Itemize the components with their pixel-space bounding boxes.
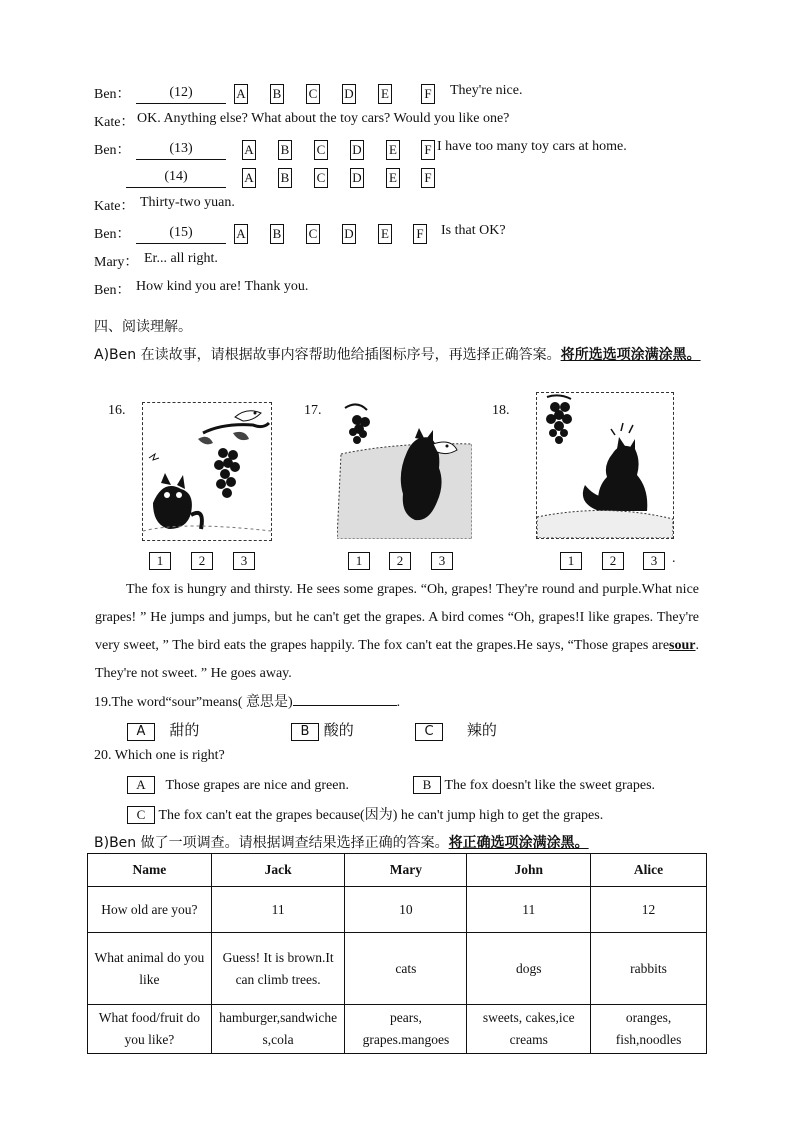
answer-blank-12[interactable]: (12)	[136, 83, 226, 104]
table-cell: sweets, cakes,ice creams	[467, 1005, 591, 1054]
survey-table	[87, 853, 707, 1054]
option-text: The fox can't eat the grapes because(因为) he can't jump high to get the grapes.	[158, 808, 604, 823]
speaker-kate: Kate：	[94, 199, 135, 214]
pic-number-17: 17.	[304, 403, 322, 418]
q20-option-c[interactable]	[127, 804, 603, 824]
part-b-intro-text: B)Ben 做了一项调查。请根据调查结果选择正确的答案。	[94, 835, 449, 851]
option-b[interactable]: B	[278, 140, 292, 160]
order-choice-1[interactable]: 1	[149, 552, 171, 570]
option-d[interactable]: D	[350, 168, 364, 188]
answer-blank-13[interactable]: (13)	[136, 139, 226, 160]
part-a-intro-text: A)Ben 在读故事，请根据故事内容帮助他给插图标序号，再选择正确答案。	[94, 347, 561, 363]
table-cell: 11	[211, 887, 345, 933]
part-a-intro	[94, 344, 701, 364]
period: .	[396, 695, 401, 710]
option-f[interactable]: F	[421, 168, 435, 188]
speaker-mary: Mary：	[94, 255, 139, 270]
table-row	[88, 887, 707, 933]
table-row	[88, 1005, 707, 1054]
table-cell: 12	[591, 887, 707, 933]
pic-number-16: 16.	[108, 403, 126, 418]
question-20: 20. Which one is right?	[94, 748, 225, 763]
dialogue-text: How kind you are! Thank you.	[136, 279, 309, 294]
order-choice-2[interactable]: 2	[191, 552, 213, 570]
table-cell: How old are you?	[88, 887, 212, 933]
table-header: Mary	[345, 854, 467, 887]
option-letter-c[interactable]: C	[127, 806, 155, 824]
option-letter-a[interactable]: A	[127, 776, 155, 794]
order-choice-1[interactable]: 1	[560, 552, 582, 570]
answer-blank-19[interactable]	[293, 691, 397, 706]
q19-option-c[interactable]	[415, 719, 497, 741]
option-e[interactable]: E	[386, 168, 400, 188]
table-header: Name	[88, 854, 212, 887]
table-row	[88, 933, 707, 1005]
story-paragraph	[95, 576, 699, 688]
section-title: 四、阅读理解。	[94, 319, 192, 335]
speaker-ben: Ben：	[94, 283, 131, 298]
option-d[interactable]: D	[350, 140, 364, 160]
order-choice-3[interactable]: 3	[233, 552, 255, 570]
option-c[interactable]: C	[314, 140, 328, 160]
order-choice-1[interactable]: 1	[348, 552, 370, 570]
option-c[interactable]: C	[314, 168, 328, 188]
option-d[interactable]: D	[342, 224, 356, 244]
period: .	[672, 551, 676, 566]
fox-story-illustration-1	[142, 402, 272, 541]
option-b[interactable]: B	[270, 84, 284, 104]
option-letter-a[interactable]: A	[127, 723, 155, 741]
option-c[interactable]: C	[306, 224, 320, 244]
table-cell: 11	[467, 887, 591, 933]
dialogue-text: Er... all right.	[144, 251, 218, 266]
question-19	[94, 691, 400, 711]
option-a[interactable]: A	[234, 224, 248, 244]
order-choice-2[interactable]: 2	[602, 552, 624, 570]
part-b-instruction: 将正确选项涂满涂黑。	[448, 835, 589, 851]
option-e[interactable]: E	[378, 84, 392, 104]
order-choice-3[interactable]: 3	[643, 552, 665, 570]
story-text-end: . They're not sweet. ” He goes away.	[95, 638, 699, 681]
answer-blank-14[interactable]: (14)	[126, 167, 226, 188]
table-cell: pears, grapes.mangoes	[345, 1005, 467, 1054]
order-choice-3[interactable]: 3	[431, 552, 453, 570]
option-b[interactable]: B	[270, 224, 284, 244]
part-b-intro	[94, 832, 589, 852]
option-letter-b[interactable]: B	[291, 723, 319, 741]
fox-story-illustration-2	[337, 398, 472, 539]
q19-option-b[interactable]	[291, 719, 354, 741]
option-text: 酸的	[323, 721, 354, 739]
table-cell: cats	[345, 933, 467, 1005]
fox-story-illustration-3	[536, 392, 674, 539]
speaker-ben: Ben：	[94, 87, 131, 102]
q19-option-a[interactable]	[127, 719, 199, 741]
table-cell: hamburger,sandwiches,cola	[211, 1005, 345, 1054]
option-e[interactable]: E	[378, 224, 392, 244]
option-c[interactable]: C	[306, 84, 320, 104]
option-text: 辣的	[466, 721, 497, 739]
table-cell: 10	[345, 887, 467, 933]
order-choice-2[interactable]: 2	[389, 552, 411, 570]
dialogue-text: Is that OK?	[441, 223, 506, 238]
table-cell: rabbits	[591, 933, 707, 1005]
dialogue-text: I have too many toy cars at home.	[437, 139, 627, 154]
word-sour: sour	[669, 638, 696, 653]
table-cell: What food/fruit do you like?	[88, 1005, 212, 1054]
option-a[interactable]: A	[242, 168, 256, 188]
story-text: The fox is hungry and thirsty. He sees some grapes. “Oh, grapes! They're round and purple.What nice grapes! ” He jumps and jumps, but he can't get the grapes. A bird comes “Oh, grapes!I like grapes. They're very sweet, ” The bird eats the grapes happily. The fox can't eat the grapes.He says, “Those grapes are	[95, 582, 699, 653]
table-header: John	[467, 854, 591, 887]
table-cell: What animal do you like	[88, 933, 212, 1005]
speaker-ben: Ben：	[94, 227, 131, 242]
option-a[interactable]: A	[242, 140, 256, 160]
dialogue-text: Thirty-two yuan.	[140, 195, 235, 210]
dialogue-text: OK. Anything else? What about the toy cars? Would you like one?	[137, 111, 510, 126]
table-cell: oranges, fish,noodles	[591, 1005, 707, 1054]
table-cell: Guess! It is brown.It can climb trees.	[211, 933, 345, 1005]
option-text: The fox doesn't like the sweet grapes.	[444, 778, 656, 793]
table-cell: dogs	[467, 933, 591, 1005]
question-19-text: 19.The word“sour”means( 意思是)	[94, 695, 293, 710]
answer-blank-15[interactable]: (15)	[136, 223, 226, 244]
speaker-ben: Ben：	[94, 143, 131, 158]
option-f[interactable]: F	[413, 224, 427, 244]
pic-number-18: 18.	[492, 403, 510, 418]
table-header: Jack	[211, 854, 345, 887]
option-f[interactable]: F	[421, 84, 435, 104]
speaker-kate: Kate：	[94, 115, 135, 130]
part-a-instruction: 将所选选项涂满涂黑。	[560, 347, 701, 363]
option-e[interactable]: E	[386, 140, 400, 160]
option-letter-c[interactable]: C	[415, 723, 443, 741]
q20-option-b[interactable]	[413, 776, 655, 794]
option-f[interactable]: F	[421, 140, 435, 160]
option-text: Those grapes are nice and green.	[165, 778, 349, 793]
option-a[interactable]: A	[234, 84, 248, 104]
table-header-row	[88, 854, 707, 887]
dialogue-text: They're nice.	[450, 83, 523, 98]
option-letter-b[interactable]: B	[413, 776, 441, 794]
table-header: Alice	[591, 854, 707, 887]
option-b[interactable]: B	[278, 168, 292, 188]
q20-option-a[interactable]	[127, 776, 349, 794]
option-d[interactable]: D	[342, 84, 356, 104]
option-text: 甜的	[169, 721, 200, 739]
